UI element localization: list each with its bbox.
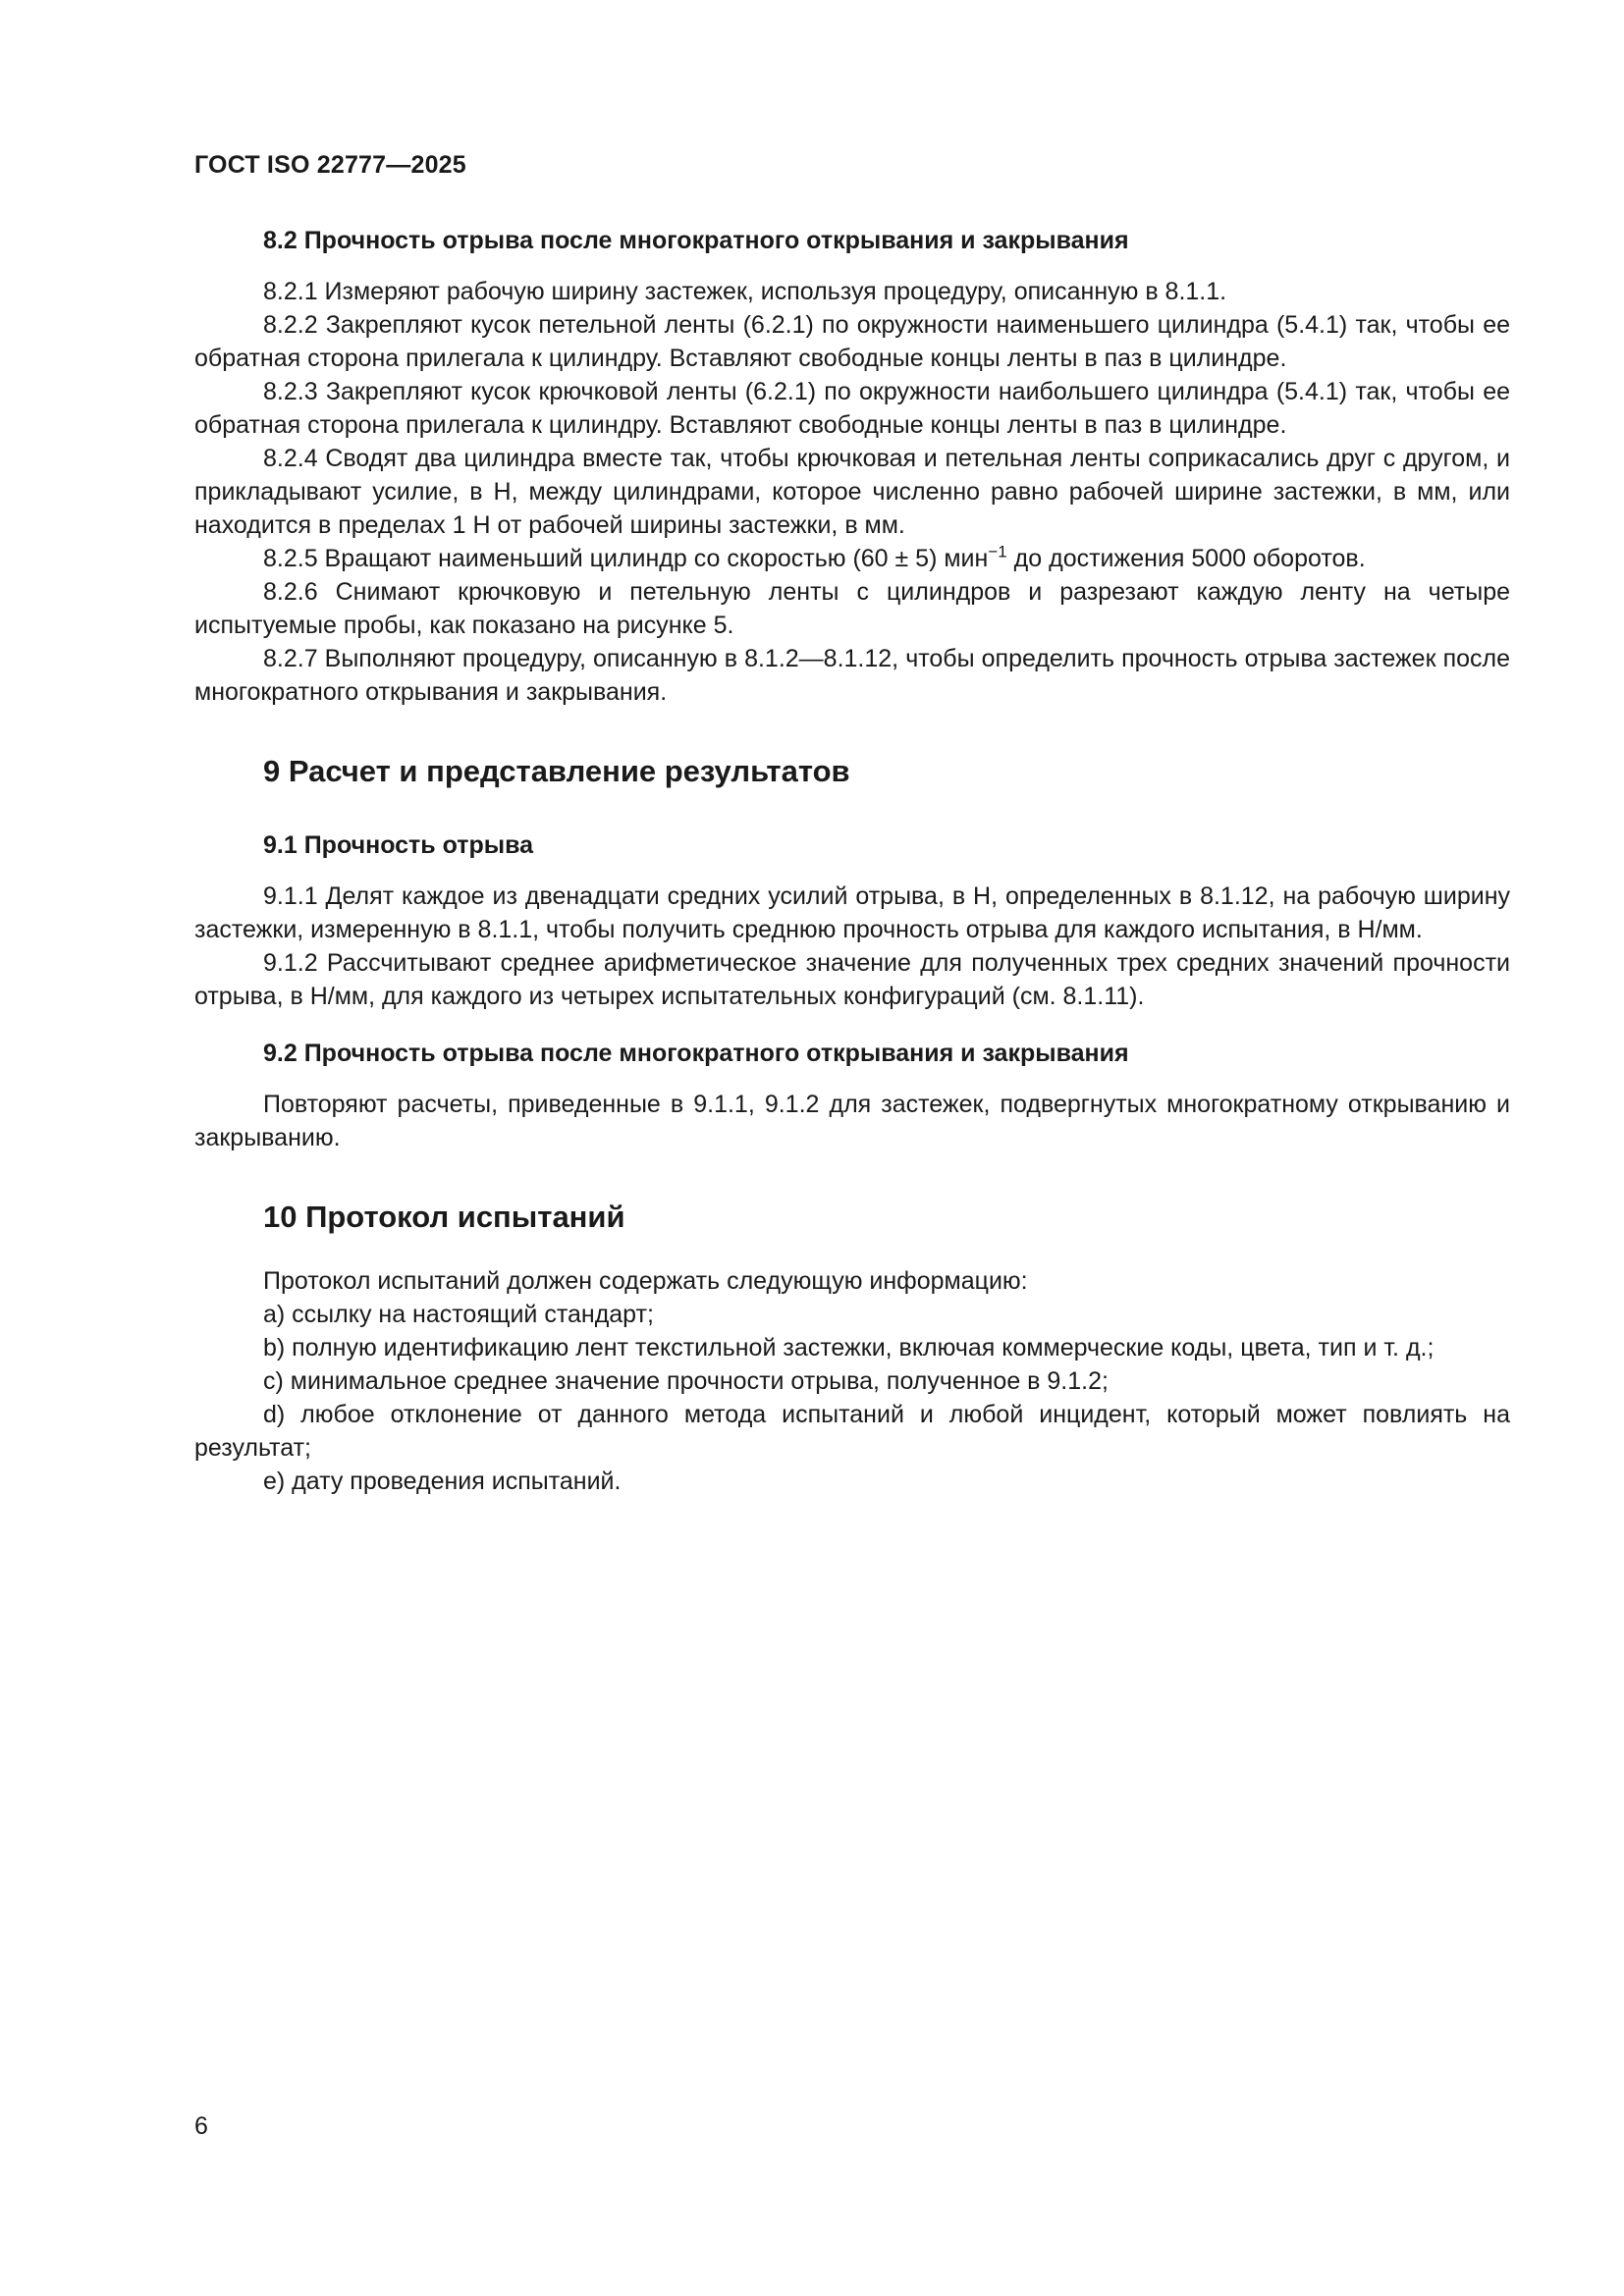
subsection-8-2-title: 8.2 Прочность отрыва после многократного открывания и закрывания [263,227,1129,254]
protocol-item-a: a) ссылку на настоящий стандарт; [263,1301,654,1328]
paragraph-9-1-1: 9.1.1 Делят каждое из двенадцати средних усилий отрыва, в Н, определенных в 8.1.12, на рабочую ширину застежки, измеренную в 8.1.1, чтобы получить среднюю прочность отрыва для каждого испытания, в Н/мм. [194,882,1510,943]
paragraph-9-1-2: 9.1.2 Рассчитывают среднее арифметическое значение для полученных трех средних значений прочности отрыва, в Н/мм, для каждого из четырех испытательных конфигураций (см. 8.1.11). [194,949,1510,1010]
page-number: 6 [194,2112,208,2140]
paragraph-8-2-3: 8.2.3 Закрепляют кусок крючковой ленты (6.2.1) по окружности наибольшего цилиндра (5.4.1) так, чтобы ее обратная сторона прилегала к цилиндру. Вставляют свободные концы ленты в паз в цилиндре. [194,378,1510,439]
paragraph-8-2-5-text: 8.2.5 Вращают наименьший цилиндр со скоростью (60 ± 5) мин [263,545,989,572]
paragraph-8-2-4: 8.2.4 Сводят два цилиндра вместе так, чтобы крючковая и петельная ленты соприкасались друг с другом, и прикладывают усилие, в Н, между цилиндрами, которое численно равно рабочей ширине застежки, в мм, или находится в пределах 1 Н от рабочей ширины застежки, в мм. [194,445,1510,539]
paragraph-8-2-5-tail: до достижения 5000 оборотов. [1006,545,1366,572]
document-header: ГОСТ ISO 22777—2025 [194,151,466,179]
paragraph-8-2-6: 8.2.6 Снимают крючковую и петельную ленты с цилиндров и разрезают каждую ленту на четыре испытуемые пробы, как показано на рисунке 5. [194,578,1510,639]
protocol-intro: Протокол испытаний должен содержать следующую информацию: [263,1267,1028,1295]
paragraph-8-2-2: 8.2.2 Закрепляют кусок петельной ленты (6.2.1) по окружности наименьшего цилиндра (5.4.1) так, чтобы ее обратная сторона прилегала к цилиндру. Вставляют свободные концы ленты в паз в цилиндре. [194,311,1510,372]
section-10-title: 10 Протокол испытаний [263,1200,625,1234]
protocol-item-b: b) полную идентификацию лент текстильной застежки, включая коммерческие коды, цвета, тип и т. д.; [263,1334,1435,1362]
paragraph-8-2-7: 8.2.7 Выполняют процедуру, описанную в 8.1.2—8.1.12, чтобы определить прочность отрыва застежек после многократного открывания и закрывания. [194,645,1510,706]
paragraph-8-2-5 [194,542,1510,575]
document-body [194,224,1510,1498]
protocol-item-e: e) дату проведения испытаний. [263,1468,622,1495]
paragraph-8-2-1: 8.2.1 Измеряют рабочую ширину застежек, используя процедуру, описанную в 8.1.1. [263,278,1227,305]
protocol-item-d: d) любое отклонение от данного метода испытаний и любой инцидент, который может повлиять на результат; [194,1401,1510,1462]
protocol-item-c: c) минимальное среднее значение прочности отрыва, полученное в 9.1.2; [263,1367,1109,1395]
subsection-9-1-title: 9.1 Прочность отрыва [263,831,534,859]
section-9-title: 9 Расчет и представление результатов [263,754,850,788]
exponent: −1 [988,542,1007,561]
subsection-9-2-title: 9.2 Прочность отрыва после многократного открывания и закрывания [263,1040,1129,1067]
paragraph-9-2: Повторяют расчеты, приведенные в 9.1.1, 9.1.2 для застежек, подвергнутых многократному открыванию и закрыванию. [194,1091,1510,1151]
